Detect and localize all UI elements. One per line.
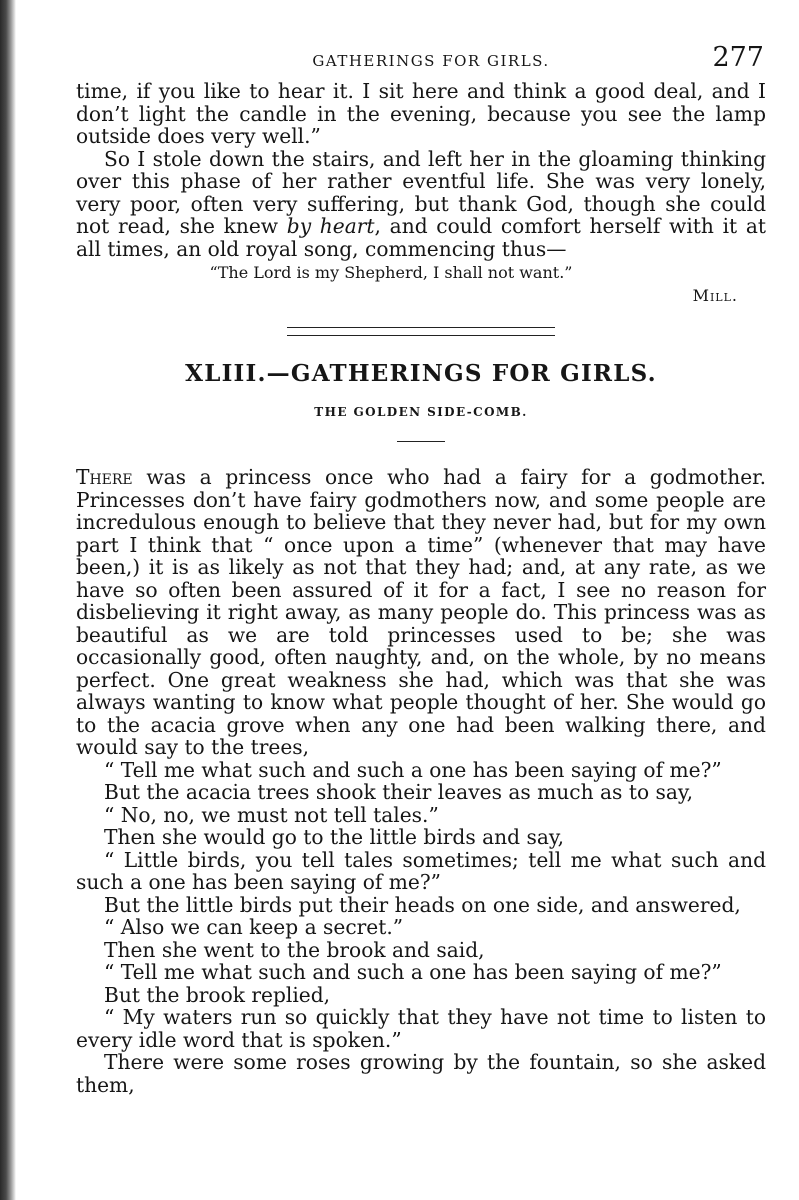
story-paragraph: But the little birds put their heads on one side, and answered, (104, 892, 741, 917)
story-paragraph: Then she went to the brook and said, (104, 937, 485, 962)
book-page (76, 40, 766, 1096)
story-paragraph: There were some roses growing by the fountain, so she asked them, (76, 1050, 766, 1097)
story-paragraph: Then she would go to the little birds and say, (104, 825, 565, 849)
chapter-subtitle: THE GOLDEN SIDE-COMB. (314, 405, 528, 419)
opening-word: There (76, 465, 133, 489)
previous-text-a: So I stole down the stairs, and left her in the gloaming thinking over this phase of her rather eventful life. She was very lonely, very poor, often very suffering, but thank God, though she could not read, she knew (76, 146, 766, 238)
page-number: 277 (712, 42, 764, 73)
previous-text-b: , and could comfort herself with it at all times, an old royal song, commencing thus— (76, 214, 766, 261)
story-paragraph: “ Tell me what such and such a one has been saying of me?” (104, 757, 722, 782)
story-paragraph: “ Also we can keep a secret.” (104, 915, 404, 939)
author-signature: Mill. (692, 286, 738, 305)
chapter-title: XLIII.—GATHERINGS FOR GIRLS. (185, 360, 657, 387)
previous-paragraph-2 (76, 148, 766, 261)
story-paragraph: “ Tell me what such and such a one has been saying of me?” (104, 960, 722, 984)
section-divider (287, 327, 555, 336)
running-head (76, 40, 766, 80)
story-paragraph-opening (76, 466, 766, 759)
binding-edge (0, 0, 16, 1200)
story-paragraph: But the acacia trees shook their leaves as much as to say, (104, 780, 694, 804)
story-paragraph: “ My waters run so quickly that they have not time to listen to every idle word that is spoken.” (76, 1005, 766, 1052)
opening-text: was a princess once who had a fairy for a godmother. Princesses don’t have fairy godmothers now, and some people are incredulous enough to believe that they never had, but for my own part I think that “ once upon a time” (whenever that may have been,) it is as likely as not that they had; and, at any rate, as we have so often been assured of it for a fact, I see no reason for disbelieving it right away, as many people do. This princess was as beautiful as we are told princesses used to be; she was occasionally good, often naughty, and, on the whole, by no means perfect. One great weakness she had, which was that she was always wanting to know what people thought of her. She would go to the acacia grove when any one had been walking there, and would say to the trees, (76, 465, 766, 759)
story-paragraph: But the brook replied, (104, 982, 331, 1007)
subtitle-rule (397, 441, 445, 442)
story-body (76, 466, 766, 1096)
story-paragraph: “ Little birds, you tell tales sometimes; tell me what such and such a one has been saying of me?” (76, 847, 766, 894)
story-paragraph: “ No, no, we must not tell tales.” (104, 802, 439, 827)
emphasis-by-heart: by heart (286, 214, 375, 238)
psalm-quote: “The Lord is my Shepherd, I shall not want.” (209, 263, 573, 282)
running-title: GATHERINGS FOR GIRLS. (312, 52, 550, 70)
previous-paragraph-1: time, if you like to hear it. I sit here and think a good deal, and I don’t light the candle in the evening, because you see the lamp outside does very well.” (76, 79, 766, 148)
